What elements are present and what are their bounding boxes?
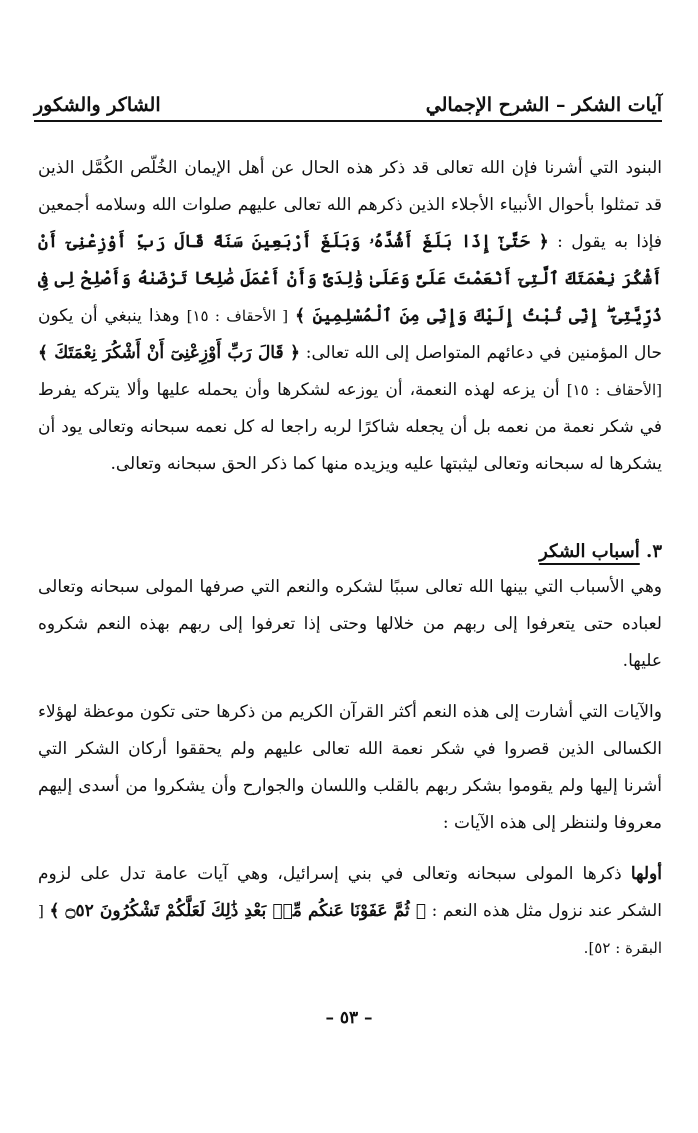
- book-title: الشاكر والشكور: [34, 94, 161, 116]
- page-body: [38, 150, 662, 967]
- verse-ahqaf-15-full: ﴿ حَتَّىٰٓ إِذَا بَلَغَ أَشُدَّهُۥ وَبَلَغَ أَرْبَعِينَ سَنَةً قَالَ رَبِّ أَوْزِعْنِىٓ أَنْ أَشْكُرَ نِعْمَتَكَ ٱلَّتِىٓ أَنْعَمْتَ عَلَىَّ وَعَلَىٰ وَٰلِدَىَّ وَأَنْ أَعْمَلَ صَٰلِحًا تَرْضَىٰهُ وَأَصْلِحْ لِى فِى ذُرِّيَّتِىٓ ۖ إِنِّى تُبْتُ إِلَيْكَ وَإِنِّى مِنَ ٱلْمُسْلِمِينَ ﴾: [38, 232, 663, 326]
- paragraph-2: وهي الأسباب التي بينها الله تعالى سببًا لشكره والنعم التي صرفها المولى سبحانه وتعالى لعباده حتى يتعرفوا إلى ربهم من خلالها وحتى إذا تعرفوا إلى ربهم بهذه النعم شكروه عليها.: [38, 577, 662, 671]
- page-number: – ٥٣ –: [325, 1008, 373, 1028]
- verse-ref-3: [ البقرة : ٥٢].: [38, 902, 662, 957]
- section-heading: [38, 535, 662, 569]
- verse-baqara-52: ﴿ ثُمَّ عَفَوْنَا عَنكُم مِّنۢ بَعْدِ ذَٰلِكَ لَعَلَّكُمْ تَشْكُرُونَ ۝٥٢ ﴾: [49, 901, 426, 921]
- chapter-title: آيات الشكر – الشرح الإجمالي: [425, 94, 662, 116]
- paragraph-1-text-c: أن يزعه لهذه النعمة، أن يوزعه لشكرها وأن يحمله عليها وألا يتركه يفرط في شكر نعمة من نعمه بل أن يجعله شاكرًا لربه راجعا له كل نعمه سبحانه وتعالى يود أن يشكرها له سبحانه وتعالى ليثبتها عليه ويزيده منها كما ذكر الحق سبحانه وتعالى.: [38, 380, 662, 474]
- paragraph-4-lead: أولها: [630, 864, 662, 884]
- verse-ahqaf-15-part: ﴿ قَالَ رَبِّ أَوْزِعْنِىٓ أَنْ أَشْكُرَ نِعْمَتَكَ ﴾: [38, 343, 300, 363]
- paragraph-1-text-b: وهذا ينبغي أن يكون حال المؤمنين في دعائهم المتواصل إلى الله تعالى:: [38, 306, 663, 363]
- verse-ref-2: [الأحقاف : ١٥]: [566, 381, 663, 399]
- running-header: [34, 88, 662, 122]
- section-number: ٣.: [646, 541, 662, 562]
- paragraph-3: والآيات التي أشارت إلى هذه النعم أكثر القرآن الكريم من ذكرها حتى تكون موعظة لهؤلاء الكسالى الذين قصروا في شكر نعمة الله تعالى عليهم ولم يحققوا أركان الشكر التي أشرنا إليها ولم يقوموا بشكر ربهم بالقلب واللسان والجوارح وأن يشكروا من أسدى إليهم معروفا ولننظر إلى هذه الآيات :: [38, 702, 662, 833]
- paragraph-4: [38, 856, 662, 967]
- paragraph-4-text: ذكرها المولى سبحانه وتعالى في بني إسرائيل، وهي آيات عامة تدل على لزوم الشكر عند نزول مثل هذه النعم :: [38, 864, 663, 921]
- paragraph-1-text-a: البنود التي أشرنا فإن الله تعالى قد ذكر هذه الحال عن أهل الإيمان الخُلّص الكُمَّل الذين قد تمثلوا بأحوال الأنبياء الأجلاء الذين ذكرهم الله تعالى عليهم صلوات الله وسلامه أجمعين فإذا به يقول :: [38, 158, 662, 252]
- section-title: أسباب الشكر: [539, 541, 640, 562]
- verse-ref-1: [ الأحقاف : ١٥]: [186, 307, 289, 325]
- paragraph-1: [38, 150, 662, 483]
